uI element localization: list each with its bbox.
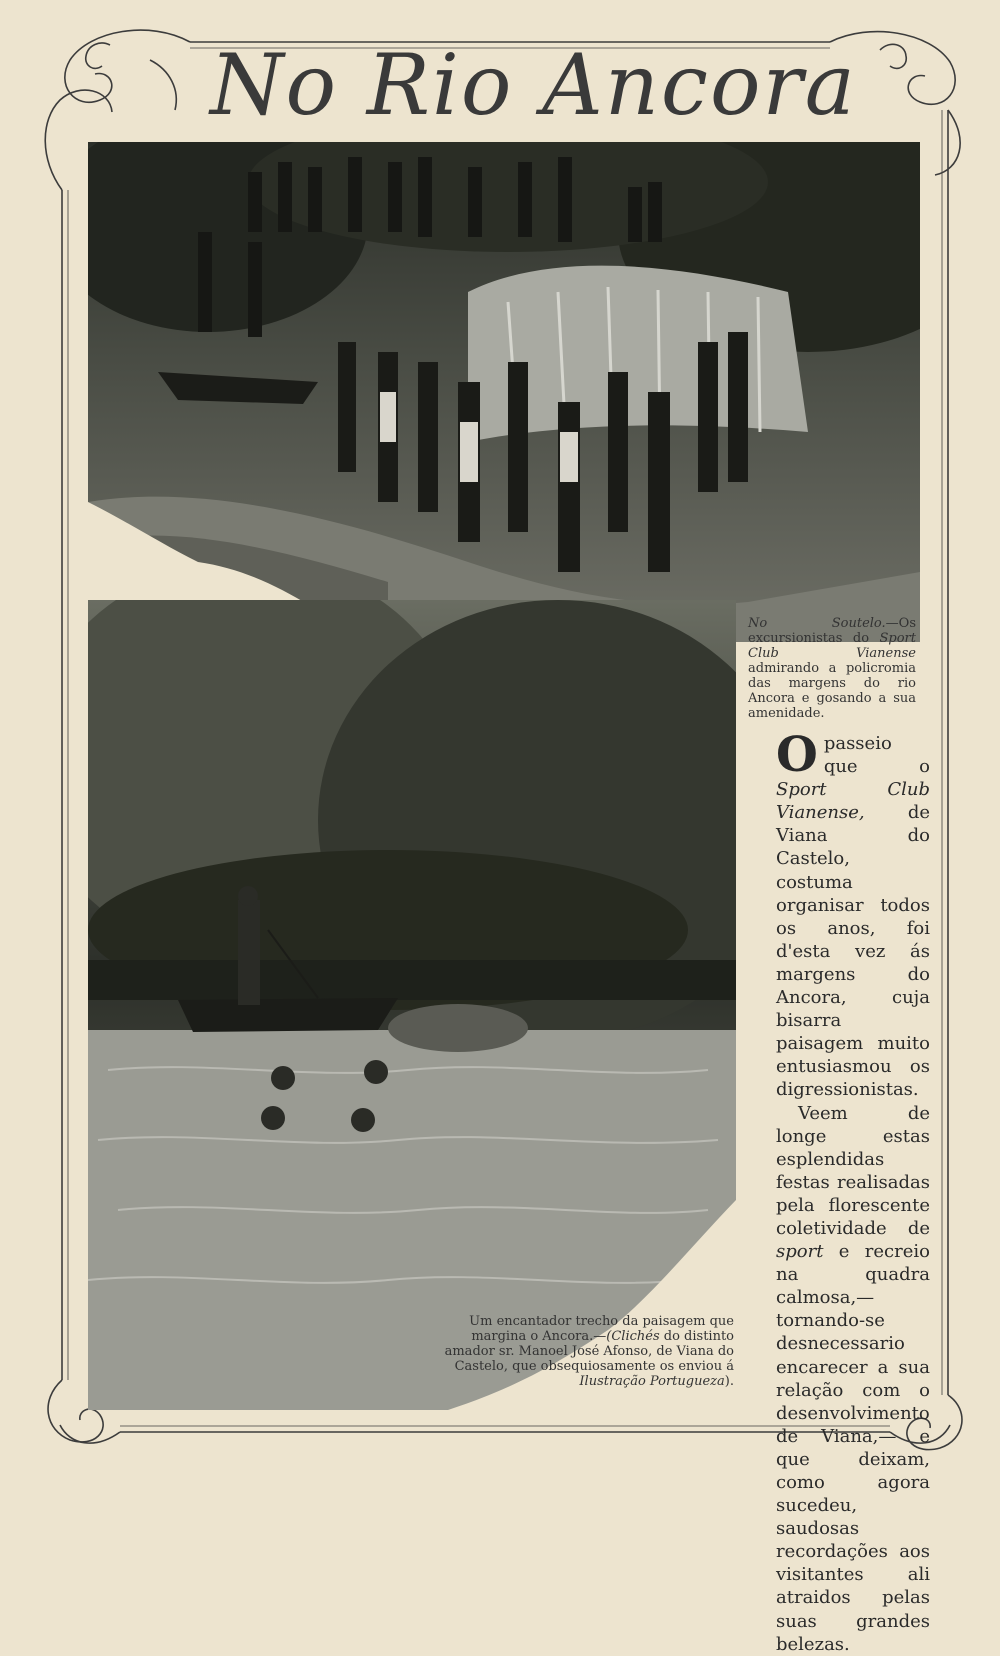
caption-bottom-magazine: Ilustração Portugueza	[579, 1374, 725, 1389]
article-p2-b: e recreio na quadra calmosa,—tornando-se desnecessario encarecer a sua relação com o desenvolvimento de Viana,— e que deixam, como agora sucedeu, saudosas recordações aos visitantes ali atraidos pelas suas grandes belezas.	[776, 1241, 930, 1655]
caption-top-club: Sport Club Vianense	[748, 631, 916, 661]
article-p1-club: Sport Club Vianense,	[776, 779, 930, 824]
article-paragraph-2	[776, 1102, 930, 1656]
article-body	[776, 727, 930, 1656]
caption-top	[748, 616, 916, 721]
caption-bottom	[420, 1314, 734, 1389]
caption-bottom-credit: (Clichés	[606, 1329, 660, 1344]
caption-bottom-text-3: ).	[724, 1374, 734, 1389]
photo-excursionists-waterfall	[88, 142, 920, 642]
article-paragraph-1	[776, 727, 930, 1102]
caption-top-text-1: —Os excursionistas do	[748, 616, 916, 646]
caption-top-place: No Soutelo.	[748, 616, 886, 631]
article-p2-a: Veem de longe estas esplendidas festas realisadas pela florescente coletividade de	[776, 1102, 930, 1239]
page-title: No Rio Ancora	[210, 36, 857, 134]
article-p1-a: passeio que o	[823, 733, 930, 778]
caption-bottom-text-1: Um encantador trecho da paisagem que margina o Ancora.—	[469, 1314, 734, 1344]
caption-top-text-2: admirando a policromia das margens do rio Ancora e gosando a sua amenidade.	[748, 661, 916, 721]
caption-bottom-text-2: do distinto amador sr. Manoel José Afonso, de Viana do Castelo, que obsequiosamente os enviou á	[444, 1329, 734, 1374]
drop-cap: O	[776, 727, 818, 783]
photo-river-boat-bathers	[88, 600, 736, 1410]
article-p2-sport: sport	[776, 1241, 824, 1263]
article-p1-b: de Viana do Castelo, costuma organisar todos os anos, foi d'esta vez ás margens do Ancora, cuja bisarra paisagem muito entusiasmou os digressionistas.	[776, 802, 930, 1101]
photo-top-image	[88, 142, 920, 642]
photo-bottom-image	[88, 600, 736, 1410]
